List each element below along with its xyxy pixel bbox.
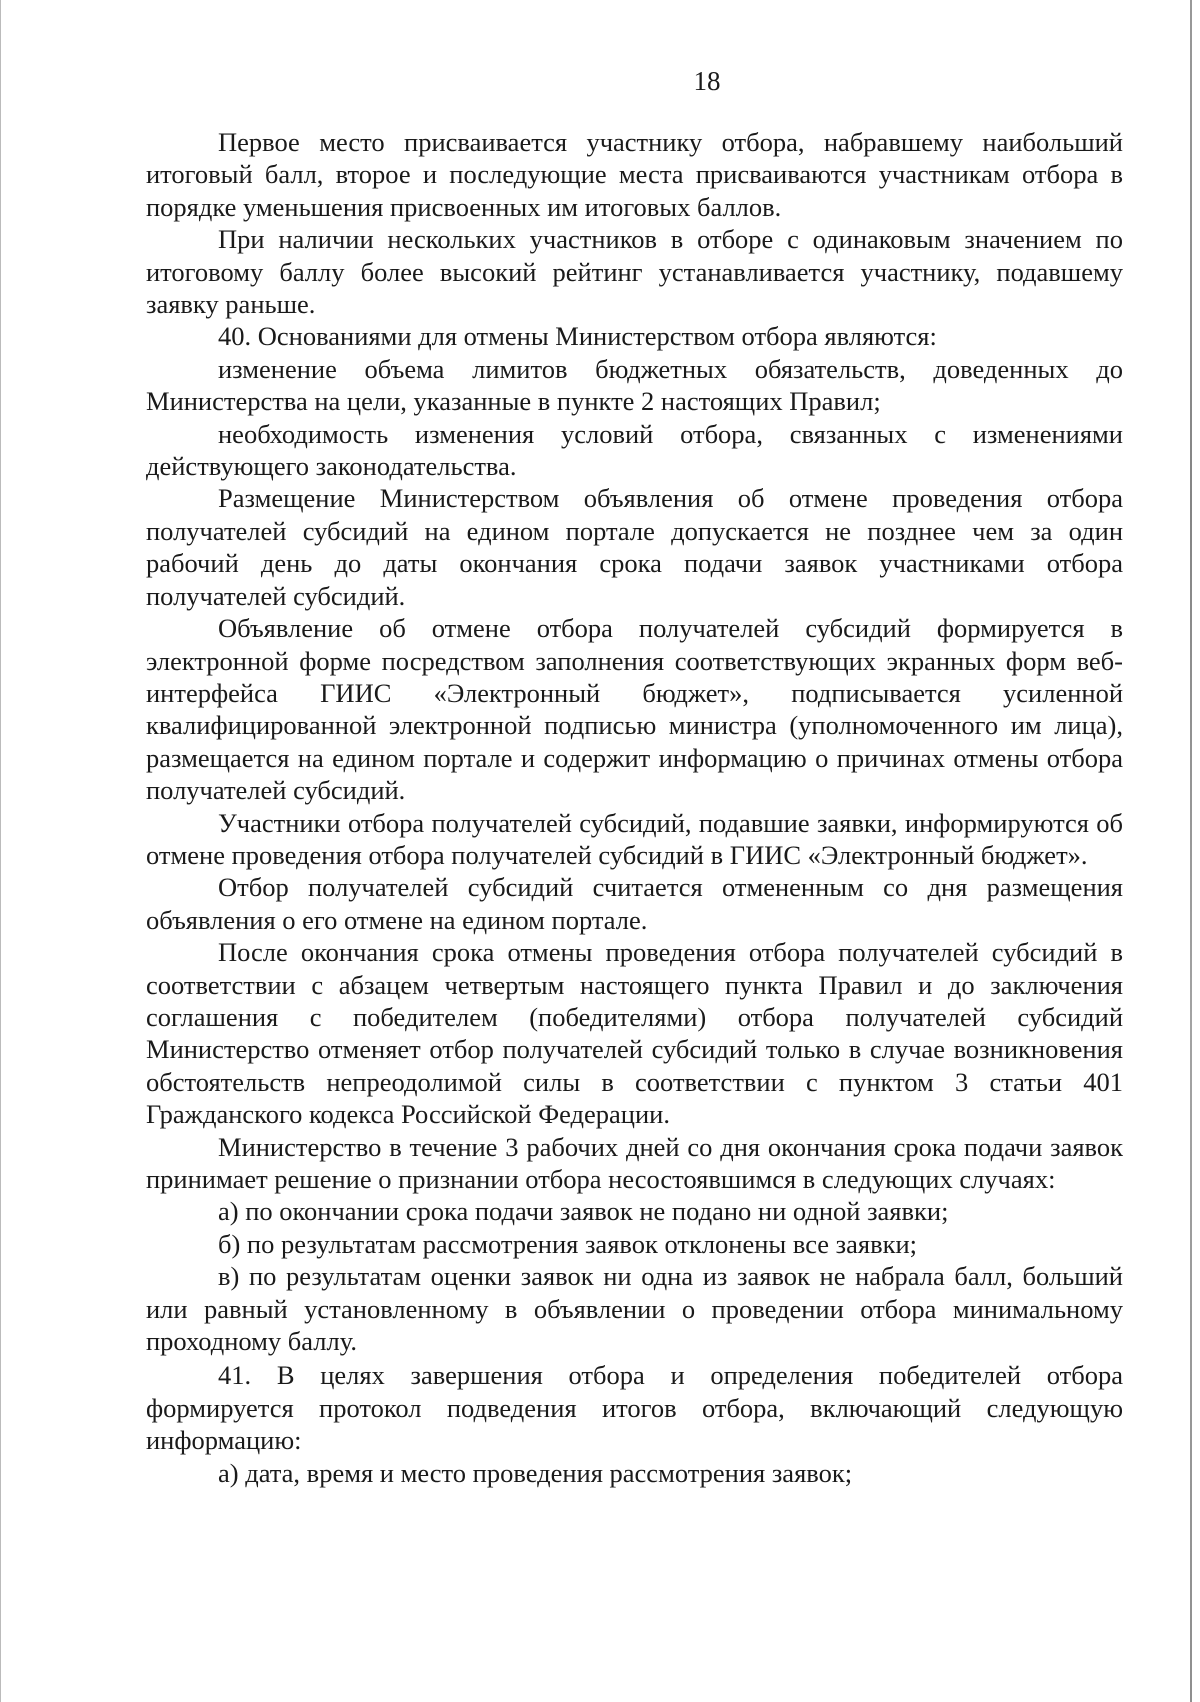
list-item-v: в) по результатам оценки заявок ни одна из заявок не набрала балл, больший или равный установленному в объявлении о проведении отбора минимальному проходному баллу.	[146, 1261, 1123, 1357]
paragraph-ranking-first-place: Первое место присваивается участнику отбора, набравшему наибольший итоговый балл, второе и последующие места присваиваются участникам отбора в порядке уменьшения присвоенных им итоговых баллов.	[146, 127, 1123, 222]
paragraph-40-ground-limits: изменение объема лимитов бюджетных обязательств, доведенных до Министерства на цели, указанные в пункте 2 настоящих Правил;	[146, 353, 1123, 417]
paragraph-cancellation-posting: Размещение Министерством объявления об отмене проведения отбора получателей субсидий на едином портале допускается не позднее чем за один рабочий день до даты окончания срока подачи заявок участниками отбора получателей субсидий.	[146, 483, 1123, 611]
list-item-41-a: а) дата, время и место проведения рассмотрения заявок;	[218, 1457, 853, 1488]
page-left-edge	[0, 0, 1, 1702]
paragraph-cancellation-announcement: Объявление об отмене отбора получателей субсидий формируется в электронной форме посредством заполнения соответствующих экранных форм веб- интерфейса ГИИС «Электронный бюджет», подписывается усиленной квалифицированной электронной подписью министра (уполномоченного им лица), размещается на едином портале и содержит информацию о причинах отмены отбора получателей субсидий.	[146, 613, 1123, 806]
page-right-edge	[1190, 0, 1192, 1702]
paragraph-participants-informed: Участники отбора получателей субсидий, подавшие заявки, информируются об отмене проведения отбора получателей субсидий в ГИИС «Электронный бюджет».	[146, 807, 1123, 870]
paragraph-failed-selection: Министерство в течение 3 рабочих дней со дня окончания срока подачи заявок принимает решение о признании отбора несостоявшимся в следующих случаях:	[146, 1131, 1123, 1194]
list-item-b: б) по результатам рассмотрения заявок отклонены все заявки;	[218, 1228, 918, 1259]
paragraph-40-ground-legislation: необходимость изменения условий отбора, связанных с изменениями действующего законодательства.	[146, 418, 1123, 482]
paragraph-cancelled-from-date: Отбор получателей субсидий считается отмененным со дня размещения объявления о его отмене на едином портале.	[146, 872, 1123, 935]
paragraph-ranking-equal-score: При наличии нескольких участников в отборе с одинаковым значением по итоговому баллу более высокий рейтинг устанавливается участнику, подавшему заявку раньше.	[146, 224, 1123, 320]
list-item-a: а) по окончании срока подачи заявок не подано ни одной заявки;	[218, 1196, 949, 1227]
page-number: 18	[693, 66, 721, 96]
document-body	[146, 126, 1123, 1489]
paragraph-40-heading: 40. Основаниями для отмены Министерством отбора являются:	[218, 321, 937, 352]
paragraph-force-majeure: После окончания срока отмены проведения отбора получателей субсидий в соответствии с абзацем четвертым настоящего пункта Правил и до заключения соглашения с победителем (победителями) отбора получателей субсидий Министерство отменяет отбор получателей субсидий только в случае возникновения обстоятельств непреодолимой силы в соответствии с пунктом 3 статьи 401 Гражданского кодекса Российской Федерации.	[146, 937, 1123, 1130]
paragraph-41-protocol: 41. В целях завершения отбора и определения победителей отбора формируется протокол подведения итогов отбора, включающий следующую информацию:	[146, 1360, 1123, 1456]
